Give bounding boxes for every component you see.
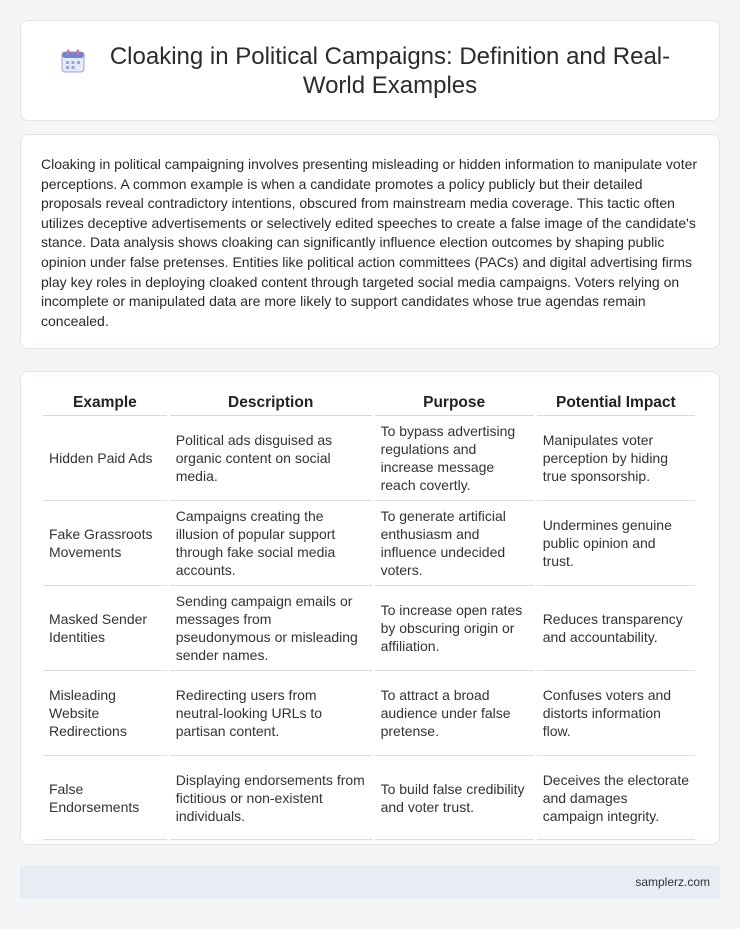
column-header-description: Description	[170, 390, 372, 416]
column-header-example: Example	[43, 390, 167, 416]
intro-card	[20, 134, 720, 349]
cell-impact: Confuses voters and distorts information flow.	[537, 671, 695, 756]
cell-purpose: To attract a broad audience under false pretense.	[375, 671, 534, 756]
cell-example: False Endorsements	[43, 756, 167, 840]
cell-purpose: To increase open rates by obscuring origin or affiliation.	[375, 586, 534, 671]
table-row	[43, 416, 695, 501]
table-header-row	[43, 390, 695, 416]
cell-example: Fake Grassroots Movements	[43, 501, 167, 586]
table-row	[43, 756, 695, 840]
footer	[20, 865, 720, 899]
cell-description: Displaying endorsements from fictitious or non-existent individuals.	[170, 756, 372, 840]
cell-description: Political ads disguised as organic content on social media.	[170, 416, 372, 501]
table-row	[43, 501, 695, 586]
title-card	[20, 20, 720, 121]
cell-description: Redirecting users from neutral-looking URLs to partisan content.	[170, 671, 372, 756]
cell-impact: Reduces transparency and accountability.	[537, 586, 695, 671]
cell-purpose: To build false credibility and voter trust.	[375, 756, 534, 840]
cell-purpose: To bypass advertising regulations and increase message reach covertly.	[375, 416, 534, 501]
table-row	[43, 671, 695, 756]
column-header-purpose: Purpose	[375, 390, 534, 416]
title-wrap	[60, 42, 680, 100]
page-title: Cloaking in Political Campaigns: Definition and Real-World Examples	[109, 42, 671, 99]
calendar-icon	[60, 48, 86, 74]
examples-table	[40, 390, 698, 840]
cell-impact: Undermines genuine public opinion and trust.	[537, 501, 695, 586]
cell-example: Misleading Website Redirections	[43, 671, 167, 756]
table-card	[20, 371, 720, 845]
cell-purpose: To generate artificial enthusiasm and influence undecided voters.	[375, 501, 534, 586]
cell-impact: Deceives the electorate and damages campaign integrity.	[537, 756, 695, 840]
cell-example: Hidden Paid Ads	[43, 416, 167, 501]
column-header-impact: Potential Impact	[537, 390, 695, 416]
cell-example: Masked Sender Identities	[43, 586, 167, 671]
intro-paragraph: Cloaking in political campaigning involves presenting misleading or hidden information to manipulate voter perceptions. A common example is when a candidate promotes a policy publicly but their detailed proposals reveal contradictory intentions, obscured from mainstream media coverage. This tactic often utilizes deceptive advertisements or selectively edited speeches to create a false image of the candidate's stance. Data analysis shows cloaking can significantly influence election outcomes by shaping public opinion under false pretenses. Entities like political action committees (PACs) and digital advertising firms play key roles in deploying cloaked content through targeted social media campaigns. Voters relying on incomplete or manipulated data are more likely to support candidates whose true agendas remain concealed.	[41, 156, 698, 329]
table-row	[43, 586, 695, 671]
cell-impact: Manipulates voter perception by hiding true sponsorship.	[537, 416, 695, 501]
footer-site-link[interactable]: samplerz.com	[635, 875, 710, 889]
cell-description: Sending campaign emails or messages from pseudonymous or misleading sender names.	[170, 586, 372, 671]
cell-description: Campaigns creating the illusion of popular support through fake social media accounts.	[170, 501, 372, 586]
